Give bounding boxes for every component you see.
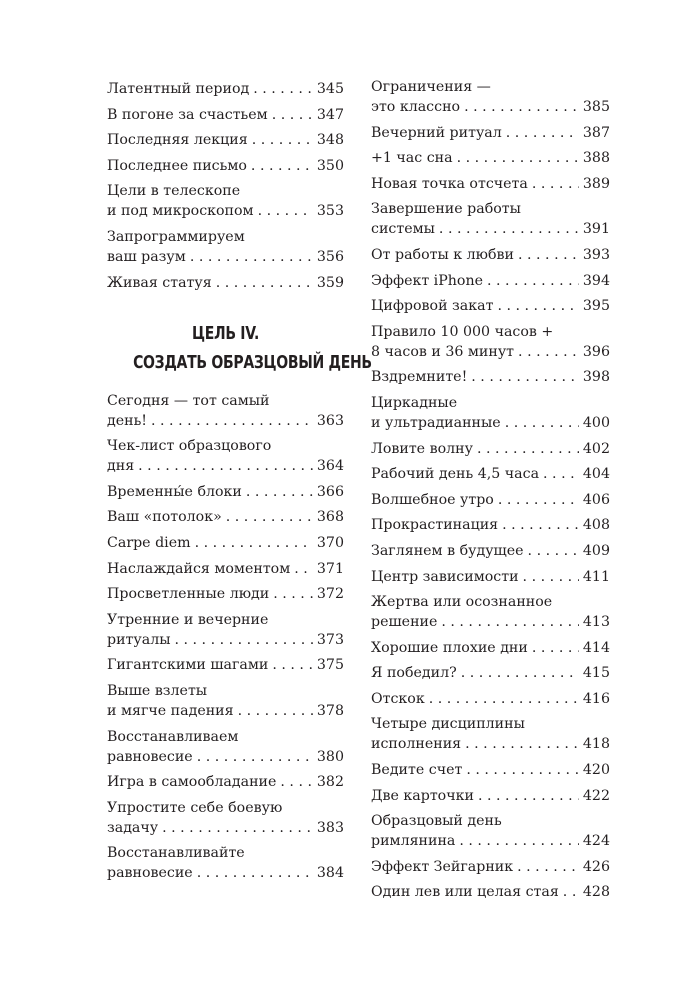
toc-entries bbox=[371, 77, 610, 902]
toc-left-column bbox=[107, 79, 372, 889]
dot-leader bbox=[487, 271, 579, 291]
dot-leader bbox=[216, 273, 313, 293]
toc-entry[interactable] bbox=[107, 105, 344, 125]
toc-entry-title: дня bbox=[107, 458, 135, 475]
dot-leader bbox=[464, 97, 579, 117]
toc-entry-page-number: 409 bbox=[582, 542, 610, 559]
toc-entry-title-line: Четыре дисциплины bbox=[371, 716, 525, 733]
dot-leader bbox=[258, 201, 313, 221]
toc-entry[interactable] bbox=[371, 77, 610, 117]
toc-entry-page-number: 370 bbox=[316, 534, 344, 551]
toc-entry-page-number: 424 bbox=[582, 833, 610, 850]
section-heading-line2: СОЗДАТЬ ОБРАЗЦОВЫЙ ДЕНЬ bbox=[133, 351, 372, 373]
toc-entry-title: Отскок bbox=[371, 690, 425, 707]
toc-entry-page-number: 408 bbox=[582, 517, 610, 534]
toc-entry-page-number: 398 bbox=[582, 369, 610, 386]
toc-entry-page-number: 382 bbox=[316, 774, 344, 791]
toc-entry-title: Последняя лекция bbox=[107, 132, 248, 149]
toc-entry[interactable] bbox=[371, 567, 610, 587]
toc-entry-title: В погоне за счастьем bbox=[107, 106, 268, 123]
toc-entry[interactable] bbox=[371, 541, 610, 561]
toc-entry-row bbox=[107, 273, 344, 293]
toc-entry-row bbox=[107, 701, 344, 721]
toc-entry-page-number: 348 bbox=[316, 132, 344, 149]
toc-entry-row bbox=[107, 747, 344, 767]
toc-entry-title: это классно bbox=[371, 99, 461, 115]
dot-leader bbox=[197, 747, 313, 767]
toc-entry[interactable] bbox=[107, 727, 344, 767]
toc-entry-title-line: Завершение работы bbox=[371, 201, 521, 218]
toc-entry-row bbox=[371, 882, 610, 902]
dot-leader bbox=[162, 818, 313, 838]
dot-leader bbox=[457, 148, 579, 168]
toc-entry-page-number: 414 bbox=[582, 639, 610, 656]
dot-leader bbox=[190, 247, 313, 267]
toc-entry[interactable] bbox=[371, 393, 610, 433]
toc-entry-row bbox=[371, 271, 610, 291]
toc-entry-title: Эффект Зейгарник bbox=[371, 858, 514, 875]
toc-entry[interactable] bbox=[107, 610, 344, 650]
dot-leader bbox=[272, 105, 313, 125]
toc-entry-page-number: 416 bbox=[582, 690, 610, 707]
toc-entry-title: Живая статуя bbox=[107, 274, 212, 291]
toc-entry-page-number: 371 bbox=[316, 560, 344, 577]
toc-entry-title-line: Образцовый день bbox=[371, 813, 502, 830]
toc-entry[interactable] bbox=[107, 533, 344, 553]
dot-leader bbox=[459, 831, 579, 851]
toc-entry-row bbox=[371, 245, 610, 265]
dot-leader bbox=[439, 219, 579, 239]
toc-entry-row bbox=[107, 411, 344, 431]
toc-entry-title: Латентный период bbox=[107, 81, 250, 97]
dot-leader bbox=[441, 612, 579, 632]
toc-entry-page-number: 411 bbox=[582, 568, 610, 585]
toc-entry[interactable] bbox=[371, 199, 610, 239]
toc-entry-row bbox=[107, 655, 344, 675]
toc-entry-row bbox=[371, 97, 610, 117]
toc-entry-title-line: Правило 10 000 часов + bbox=[371, 323, 554, 340]
toc-entry[interactable] bbox=[107, 79, 344, 99]
toc-entry-title-line: Циркадные bbox=[371, 394, 458, 411]
toc-entry-title: Временны́е блоки bbox=[107, 483, 242, 500]
dot-leader bbox=[563, 882, 579, 902]
toc-entry-row bbox=[371, 219, 610, 239]
toc-entry[interactable] bbox=[371, 515, 610, 535]
toc-entry-row bbox=[371, 367, 610, 387]
toc-entry-title: задачу bbox=[107, 819, 159, 836]
toc-entry-row bbox=[371, 857, 610, 877]
toc-entry-row bbox=[371, 174, 610, 194]
toc-entry[interactable] bbox=[107, 655, 344, 675]
toc-entry[interactable] bbox=[107, 798, 344, 838]
toc-entry-title: исполнения bbox=[371, 736, 462, 753]
dot-leader bbox=[253, 79, 313, 99]
toc-entry-row bbox=[371, 439, 610, 459]
dot-leader bbox=[517, 857, 579, 877]
toc-entry-title: Новая точка отсчета bbox=[371, 175, 528, 192]
toc-entry-page-number: 418 bbox=[582, 736, 610, 753]
toc-entry-row bbox=[107, 507, 344, 527]
dot-leader bbox=[528, 541, 579, 561]
toc-entry-title-line: Сегодня — тот самый bbox=[107, 392, 270, 409]
dot-leader bbox=[518, 342, 579, 362]
dot-leader bbox=[226, 507, 313, 527]
toc-entry-page-number: 428 bbox=[582, 884, 610, 901]
toc-entry-page-number: 359 bbox=[316, 274, 344, 291]
toc-entry-page-number: 366 bbox=[316, 483, 344, 500]
toc-entry-row bbox=[107, 156, 344, 176]
toc-entry-title: день! bbox=[107, 412, 148, 429]
toc-entry-page-number: 404 bbox=[582, 466, 610, 483]
toc-entry-row bbox=[107, 863, 344, 883]
toc-entry-page-number: 363 bbox=[316, 412, 344, 429]
toc-entry-title: равновесие bbox=[107, 865, 193, 882]
toc-entry-title: Просветленные люди bbox=[107, 586, 270, 603]
toc-entry[interactable] bbox=[107, 584, 344, 604]
toc-entry-title: системы bbox=[371, 221, 435, 238]
toc-entry-title-line: Цели в телескопе bbox=[107, 183, 241, 200]
toc-entry-title: Ведите счет bbox=[371, 762, 463, 779]
toc-entry-title: ритуалы bbox=[107, 631, 171, 648]
toc-entry[interactable] bbox=[107, 391, 344, 431]
toc-entry-page-number: 368 bbox=[316, 509, 344, 526]
toc-entry[interactable] bbox=[107, 181, 344, 221]
toc-entry-row bbox=[371, 567, 610, 587]
toc-entry-page-number: 353 bbox=[316, 203, 344, 220]
dot-leader bbox=[465, 734, 579, 754]
toc-entry-page-number: 385 bbox=[582, 99, 610, 115]
toc-entry-row bbox=[371, 689, 610, 709]
dot-leader bbox=[518, 245, 579, 265]
toc-entry-row bbox=[107, 818, 344, 838]
toc-entry-title: Хорошие плохие дни bbox=[371, 639, 528, 656]
toc-entry-page-number: 388 bbox=[582, 150, 610, 167]
toc-entry-row bbox=[371, 734, 610, 754]
toc-entry[interactable] bbox=[371, 296, 610, 316]
dot-leader bbox=[280, 772, 313, 792]
toc-entry[interactable] bbox=[371, 123, 610, 143]
toc-entry-row bbox=[371, 612, 610, 632]
toc-entry-row bbox=[371, 515, 610, 535]
toc-entry-row bbox=[371, 490, 610, 510]
toc-entry[interactable] bbox=[107, 507, 344, 527]
toc-entry-title: и ультрадианные bbox=[371, 414, 501, 431]
toc-entry-title: равновесие bbox=[107, 748, 193, 765]
toc-entry-title: Волшебное утро bbox=[371, 491, 494, 508]
toc-entry-title: Эффект iPhone bbox=[371, 272, 483, 289]
toc-entry[interactable] bbox=[371, 882, 610, 902]
toc-entry-title: Рабочий день 4,5 часа bbox=[371, 466, 540, 483]
toc-entry-title: римлянина bbox=[371, 833, 456, 850]
toc-entry-row bbox=[371, 123, 610, 143]
toc-entry[interactable] bbox=[371, 490, 610, 510]
toc-entry-page-number: 400 bbox=[582, 414, 610, 431]
toc-entry-title: Carpe diem bbox=[107, 534, 191, 551]
toc-entry-title-line: Чек-лист образцового bbox=[107, 438, 272, 455]
toc-entry-title: Один лев или целая стая bbox=[371, 884, 559, 901]
toc-entry-title-line: Упростите себе боевую bbox=[107, 799, 283, 816]
toc-entry-title: 8 часов и 36 минут bbox=[371, 343, 515, 360]
toc-entry[interactable] bbox=[371, 786, 610, 806]
toc-entry[interactable] bbox=[107, 843, 344, 883]
dot-leader bbox=[466, 760, 579, 780]
toc-entry-title: Я победил? bbox=[371, 665, 457, 682]
toc-entries-bottom bbox=[107, 391, 344, 884]
toc-entry-page-number: 345 bbox=[316, 81, 344, 97]
toc-entry-title: От работы к любви bbox=[371, 246, 514, 263]
toc-entry[interactable] bbox=[371, 148, 610, 168]
dot-leader bbox=[523, 567, 579, 587]
toc-entry-page-number: 347 bbox=[316, 106, 344, 123]
dot-leader bbox=[502, 515, 579, 535]
toc-entry[interactable] bbox=[371, 245, 610, 265]
toc-entry-title: Последнее письмо bbox=[107, 157, 247, 174]
toc-entry-page-number: 389 bbox=[582, 175, 610, 192]
toc-entry-page-number: 375 bbox=[316, 657, 344, 674]
toc-entry[interactable] bbox=[371, 322, 610, 362]
toc-entry[interactable] bbox=[107, 130, 344, 150]
toc-entry-title: и под микроскопом bbox=[107, 203, 254, 220]
dot-leader bbox=[197, 863, 313, 883]
toc-entry[interactable] bbox=[371, 439, 610, 459]
toc-entry-page-number: 391 bbox=[582, 221, 610, 238]
toc-entry-title: и мягче падения bbox=[107, 702, 234, 719]
toc-entry[interactable] bbox=[371, 689, 610, 709]
toc-entry-page-number: 378 bbox=[316, 702, 344, 719]
toc-entry[interactable] bbox=[371, 271, 610, 291]
toc-entry[interactable] bbox=[371, 464, 610, 484]
toc-entry-page-number: 406 bbox=[582, 491, 610, 508]
dot-leader bbox=[294, 559, 313, 579]
dot-leader bbox=[498, 490, 579, 510]
toc-entry-row bbox=[371, 638, 610, 658]
toc-entry-row bbox=[107, 105, 344, 125]
toc-entry-page-number: 420 bbox=[582, 762, 610, 779]
toc-entry-row bbox=[107, 584, 344, 604]
toc-entry-row bbox=[107, 456, 344, 476]
dot-leader bbox=[246, 482, 313, 502]
toc-entry-row bbox=[107, 482, 344, 502]
toc-entry-page-number: 422 bbox=[582, 787, 610, 804]
toc-entry-title: Центр зависимости bbox=[371, 568, 519, 585]
toc-entry-page-number: 356 bbox=[316, 248, 344, 265]
toc-entry[interactable] bbox=[107, 227, 344, 267]
dot-leader bbox=[138, 456, 313, 476]
toc-entry-page-number: 372 bbox=[316, 586, 344, 603]
toc-entry-title: ваш разум bbox=[107, 248, 186, 265]
toc-entry-row bbox=[371, 296, 610, 316]
toc-entry[interactable] bbox=[107, 273, 344, 293]
dot-leader bbox=[478, 786, 579, 806]
dot-leader bbox=[252, 130, 313, 150]
toc-entry-row bbox=[107, 247, 344, 267]
toc-entry-page-number: 413 bbox=[582, 614, 610, 631]
toc-entry-page-number: 380 bbox=[316, 748, 344, 765]
dot-leader bbox=[505, 413, 579, 433]
toc-entry-row bbox=[371, 786, 610, 806]
dot-leader bbox=[273, 584, 313, 604]
toc-entry-page-number: 396 bbox=[582, 343, 610, 360]
toc-entry-row bbox=[371, 663, 610, 683]
toc-entry-row bbox=[371, 464, 610, 484]
toc-entry-title-line: Запрограммируем bbox=[107, 228, 245, 245]
toc-entry-row bbox=[107, 772, 344, 792]
toc-entry-page-number: 383 bbox=[316, 819, 344, 836]
toc-entry[interactable] bbox=[371, 592, 610, 632]
toc-entry-title: Цифровой закат bbox=[371, 298, 494, 315]
toc-entry-title: Вечерний ритуал bbox=[371, 124, 502, 141]
toc-entry-page-number: 415 bbox=[582, 665, 610, 682]
toc-entry[interactable] bbox=[107, 772, 344, 792]
toc-entry-title: Гигантскими шагами bbox=[107, 657, 269, 674]
toc-entry-page-number: 350 bbox=[316, 157, 344, 174]
toc-entry-row bbox=[371, 831, 610, 851]
dot-leader bbox=[175, 630, 313, 650]
toc-entry-title-line: Выше взлеты bbox=[107, 682, 208, 699]
toc-entry-page-number: 373 bbox=[316, 631, 344, 648]
toc-entry-row bbox=[371, 342, 610, 362]
dot-leader bbox=[429, 689, 579, 709]
toc-entry[interactable] bbox=[371, 663, 610, 683]
dot-leader bbox=[471, 367, 579, 387]
toc-entry[interactable] bbox=[107, 436, 344, 476]
section-heading bbox=[133, 319, 372, 377]
dot-leader bbox=[506, 123, 579, 143]
toc-entry-title: Игра в самообладание bbox=[107, 774, 277, 791]
dot-leader bbox=[532, 638, 579, 658]
toc-entry-title-line: Утренние и вечерние bbox=[107, 611, 269, 628]
toc-entry-title: Наслаждайся моментом bbox=[107, 560, 291, 577]
toc-entry-page-number: 426 bbox=[582, 858, 610, 875]
dot-leader bbox=[272, 655, 313, 675]
toc-entry[interactable] bbox=[107, 482, 344, 502]
dot-leader bbox=[461, 663, 579, 683]
toc-entry-page-number: 402 bbox=[582, 440, 610, 457]
toc-entry-page-number: 394 bbox=[582, 272, 610, 289]
toc-entry-page-number: 364 bbox=[316, 458, 344, 475]
toc-entry-title: Ваш «потолок» bbox=[107, 509, 222, 526]
toc-entry-page-number: 395 bbox=[582, 298, 610, 315]
toc-entry-title-line: Восстанавливайте bbox=[107, 845, 245, 862]
dot-leader bbox=[532, 174, 579, 194]
toc-entry[interactable] bbox=[107, 559, 344, 579]
toc-entry-title: Ловите волну bbox=[371, 440, 473, 457]
toc-entry-title: Две карточки bbox=[371, 787, 474, 804]
toc-entry-row bbox=[107, 533, 344, 553]
toc-entry[interactable] bbox=[371, 714, 610, 754]
dot-leader bbox=[195, 533, 313, 553]
toc-entry[interactable] bbox=[371, 638, 610, 658]
toc-entry[interactable] bbox=[371, 811, 610, 851]
toc-entry-row bbox=[107, 79, 344, 99]
dot-leader bbox=[151, 411, 313, 431]
toc-right-column bbox=[371, 77, 610, 908]
toc-entry[interactable] bbox=[107, 156, 344, 176]
toc-entry-row bbox=[107, 630, 344, 650]
section-heading-line1: ЦЕЛЬ IV. bbox=[191, 322, 259, 344]
toc-entry-row bbox=[107, 130, 344, 150]
toc-entry[interactable] bbox=[371, 760, 610, 780]
toc-entry[interactable] bbox=[371, 174, 610, 194]
toc-entries-top bbox=[107, 79, 344, 293]
toc-entry[interactable] bbox=[371, 857, 610, 877]
toc-entry-title: +1 час сна bbox=[371, 150, 453, 167]
toc-entry-page-number: 384 bbox=[316, 865, 344, 882]
toc-entry[interactable] bbox=[107, 681, 344, 721]
toc-entry-page-number: 387 bbox=[582, 124, 610, 141]
toc-entry-row bbox=[107, 201, 344, 221]
dot-leader bbox=[238, 701, 313, 721]
toc-entry-row bbox=[371, 760, 610, 780]
toc-entry-title: Прокрастинация bbox=[371, 517, 499, 534]
toc-entry-title-line: Ограничения — bbox=[371, 79, 491, 95]
toc-entry-title: решение bbox=[371, 614, 438, 631]
toc-entry-title-line: Восстанавливаем bbox=[107, 728, 239, 745]
dot-leader bbox=[497, 296, 578, 316]
toc-entry-row bbox=[371, 541, 610, 561]
toc-entry-title: Вздремните! bbox=[371, 369, 468, 386]
toc-entry-row bbox=[371, 413, 610, 433]
toc-entry-title-line: Жертва или осознанное bbox=[371, 594, 553, 611]
toc-entry-page-number: 393 bbox=[582, 246, 610, 263]
toc-entry-title: Заглянем в будущее bbox=[371, 542, 524, 559]
toc-entry[interactable] bbox=[371, 367, 610, 387]
dot-leader bbox=[543, 464, 579, 484]
toc-entry-row bbox=[107, 559, 344, 579]
dot-leader bbox=[251, 156, 313, 176]
toc-entry-row bbox=[371, 148, 610, 168]
dot-leader bbox=[477, 439, 579, 459]
